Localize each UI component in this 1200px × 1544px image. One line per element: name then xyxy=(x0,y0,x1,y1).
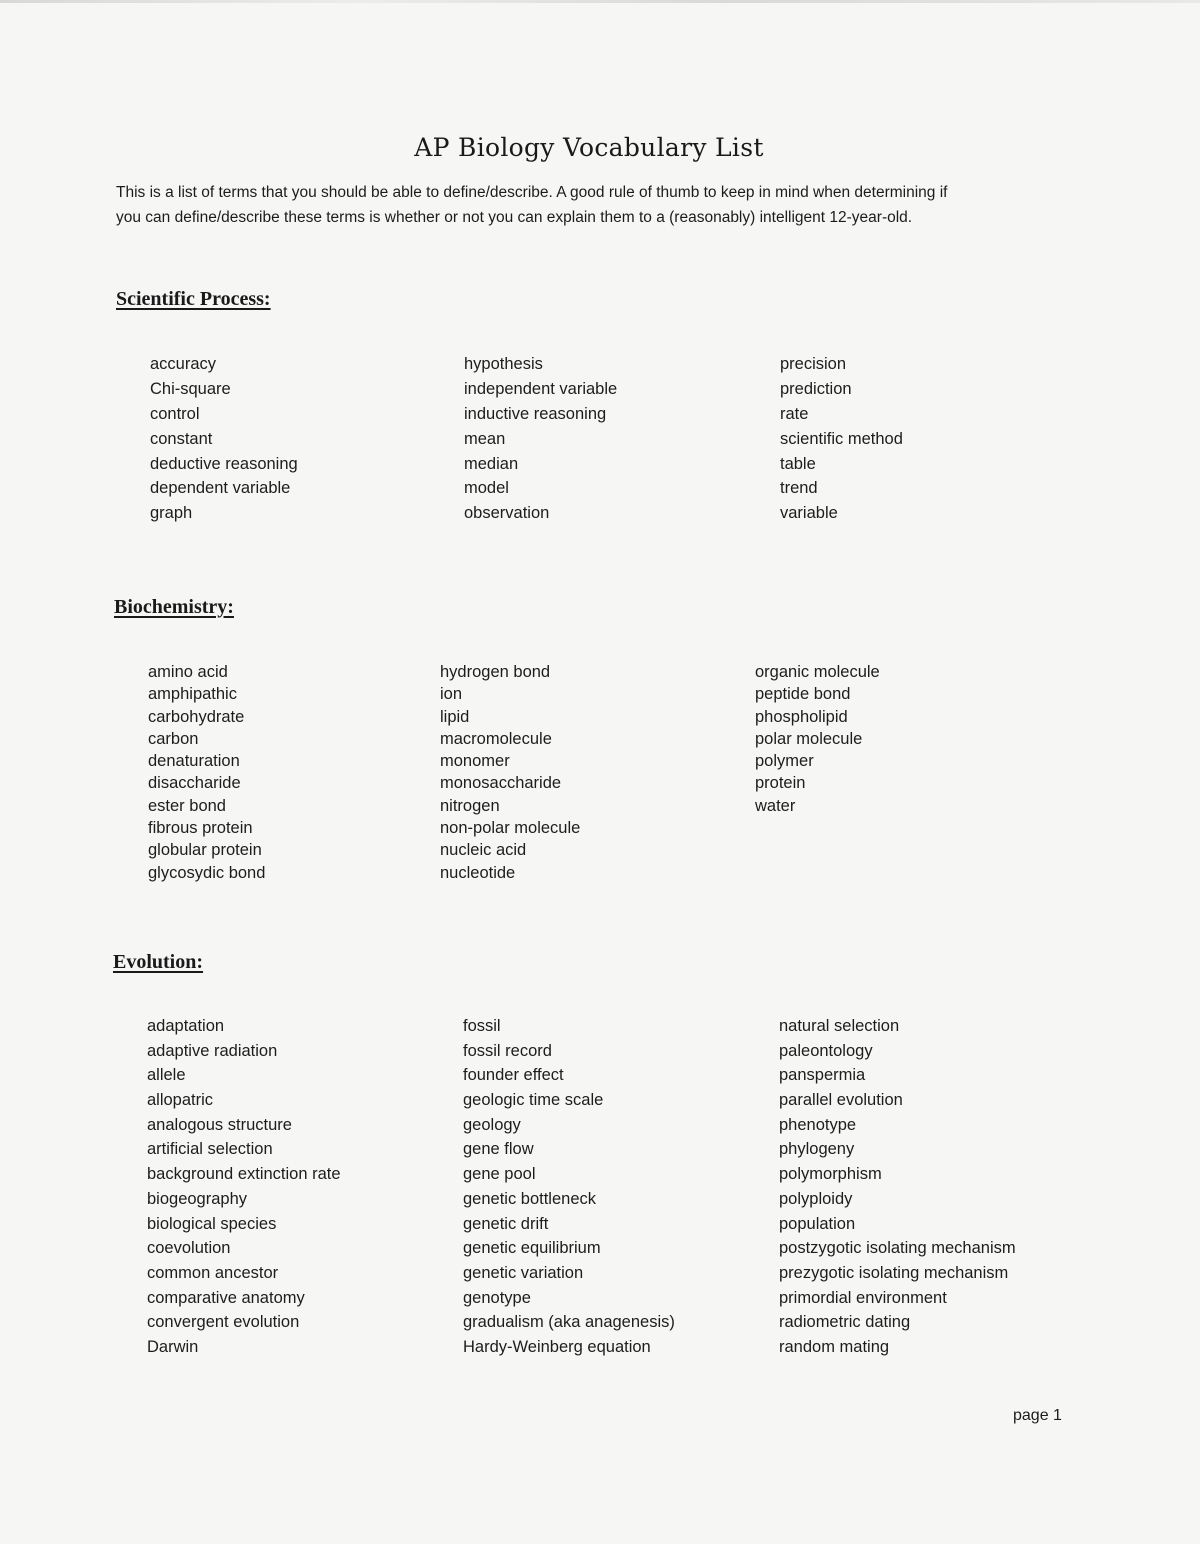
vocab-term: convergent evolution xyxy=(147,1313,300,1332)
vocab-term: hypothesis xyxy=(464,355,543,373)
vocab-term: genetic bottleneck xyxy=(463,1189,597,1208)
term-column-3 xyxy=(780,352,903,526)
vocab-term: ester bond xyxy=(148,796,226,815)
term-column-1 xyxy=(148,661,265,884)
vocab-term: panspermia xyxy=(779,1066,866,1085)
term-column-3 xyxy=(755,661,880,817)
vocab-term: non-polar molecule xyxy=(440,819,581,838)
vocab-term: paleontology xyxy=(779,1041,873,1060)
vocab-term: macromolecule xyxy=(440,729,552,748)
vocab-term: fossil record xyxy=(463,1041,552,1060)
term-column-1 xyxy=(147,1014,341,1360)
vocab-term: fibrous protein xyxy=(148,819,253,838)
vocab-term: gene flow xyxy=(463,1140,534,1159)
vocab-term: nucleic acid xyxy=(440,841,527,860)
vocab-term: gene pool xyxy=(463,1165,536,1184)
vocab-term: gradualism (aka anagenesis) xyxy=(463,1313,675,1332)
vocab-term: monosaccharide xyxy=(440,774,562,793)
term-column-2 xyxy=(440,661,580,884)
vocab-term: phospholipid xyxy=(755,707,848,726)
vocab-term: polar molecule xyxy=(755,729,863,748)
vocab-term: polymer xyxy=(755,752,814,771)
section-heading-scientific-process: Scientific Process: xyxy=(116,288,271,310)
page-number: page 1 xyxy=(1013,1407,1062,1424)
vocab-term: constant xyxy=(150,429,213,448)
vocab-term: precision xyxy=(780,355,847,373)
vocab-term: population xyxy=(779,1214,856,1233)
vocab-term: fossil xyxy=(463,1017,501,1035)
vocab-term: nitrogen xyxy=(440,796,500,815)
vocab-term: primordial environment xyxy=(779,1288,947,1307)
vocab-term: Darwin xyxy=(147,1337,199,1356)
vocab-term: monomer xyxy=(440,752,510,771)
vocab-term: Hardy-Weinberg equation xyxy=(463,1337,651,1356)
vocab-term: postzygotic isolating mechanism xyxy=(779,1239,1016,1258)
term-column-1 xyxy=(150,352,298,526)
vocab-term: organic molecule xyxy=(755,663,880,681)
vocab-term: geologic time scale xyxy=(463,1091,604,1110)
intro-line-1: This is a list of terms that you should be able to define/describe. A good rule of thumb to keep in mind when determining if xyxy=(116,184,948,201)
vocab-term: glycosydic bond xyxy=(148,863,266,882)
vocab-term: geology xyxy=(463,1115,521,1134)
vocab-term: control xyxy=(150,404,200,423)
vocab-term: phenotype xyxy=(779,1115,857,1134)
scan-top-edge xyxy=(0,0,1200,3)
vocab-term: parallel evolution xyxy=(779,1091,903,1110)
vocab-term: inductive reasoning xyxy=(464,404,607,423)
vocab-term: lipid xyxy=(440,707,470,726)
term-column-2 xyxy=(463,1014,675,1360)
vocab-term: disaccharide xyxy=(148,774,241,793)
vocab-term: coevolution xyxy=(147,1239,231,1258)
section-heading-evolution: Evolution: xyxy=(113,951,204,973)
vocab-term: allopatric xyxy=(147,1091,214,1110)
section-heading-biochemistry: Biochemistry: xyxy=(114,596,234,618)
intro-paragraph xyxy=(116,180,1066,230)
vocab-term: prediction xyxy=(780,379,852,398)
vocab-term: denaturation xyxy=(148,752,240,771)
vocab-term: amino acid xyxy=(148,663,228,681)
vocab-term: protein xyxy=(755,774,806,793)
vocab-term: median xyxy=(464,454,519,473)
vocab-term: natural selection xyxy=(779,1017,900,1035)
vocab-term: deductive reasoning xyxy=(150,454,298,473)
vocab-term: artificial selection xyxy=(147,1140,273,1159)
vocab-term: observation xyxy=(464,504,550,523)
vocab-term: genetic drift xyxy=(463,1214,549,1233)
vocab-term: radiometric dating xyxy=(779,1313,911,1332)
vocab-term: common ancestor xyxy=(147,1263,279,1282)
vocab-term: carbohydrate xyxy=(148,707,245,726)
page-title: AP Biology Vocabulary List xyxy=(414,132,764,162)
vocab-term: independent variable xyxy=(464,379,618,398)
vocab-term: background extinction rate xyxy=(147,1165,341,1184)
vocab-term: adaptive radiation xyxy=(147,1041,278,1060)
vocab-term: globular protein xyxy=(148,841,262,860)
vocab-term: peptide bond xyxy=(755,685,851,704)
vocab-term: founder effect xyxy=(463,1066,564,1085)
vocab-term: random mating xyxy=(779,1337,890,1356)
vocab-term: rate xyxy=(780,404,809,423)
term-column-2 xyxy=(464,352,617,526)
vocab-term: trend xyxy=(780,479,818,498)
vocab-term: genetic equilibrium xyxy=(463,1239,601,1258)
vocab-term: polyploidy xyxy=(779,1189,853,1208)
vocab-term: ion xyxy=(440,685,463,704)
term-column-3 xyxy=(779,1014,1016,1360)
vocab-term: graph xyxy=(150,504,193,523)
intro-line-2: you can define/describe these terms is whether or not you can explain them to a (reasonably) intelligent 12-year-old. xyxy=(116,209,913,226)
vocab-term: adaptation xyxy=(147,1017,225,1035)
vocab-term: Chi-square xyxy=(150,379,231,398)
vocab-term: allele xyxy=(147,1066,186,1085)
vocab-term: table xyxy=(780,454,816,473)
vocab-term: comparative anatomy xyxy=(147,1288,305,1307)
vocab-term: accuracy xyxy=(150,355,217,373)
vocab-term: nucleotide xyxy=(440,863,516,882)
vocab-term: biological species xyxy=(147,1214,277,1233)
vocab-term: hydrogen bond xyxy=(440,663,551,681)
vocab-term: genetic variation xyxy=(463,1263,584,1282)
vocab-term: carbon xyxy=(148,729,199,748)
vocab-term: water xyxy=(755,796,796,815)
vocab-term: analogous structure xyxy=(147,1115,292,1134)
vocab-term: polymorphism xyxy=(779,1165,882,1184)
vocab-term: variable xyxy=(780,504,838,523)
vocab-term: prezygotic isolating mechanism xyxy=(779,1263,1009,1282)
vocab-term: scientific method xyxy=(780,429,903,448)
vocab-term: amphipathic xyxy=(148,685,237,704)
vocab-term: genotype xyxy=(463,1288,531,1307)
vocab-term: model xyxy=(464,479,509,498)
vocab-term: biogeography xyxy=(147,1189,247,1208)
vocab-term: phylogeny xyxy=(779,1140,855,1159)
vocab-term: mean xyxy=(464,429,506,448)
vocab-term: dependent variable xyxy=(150,479,291,498)
